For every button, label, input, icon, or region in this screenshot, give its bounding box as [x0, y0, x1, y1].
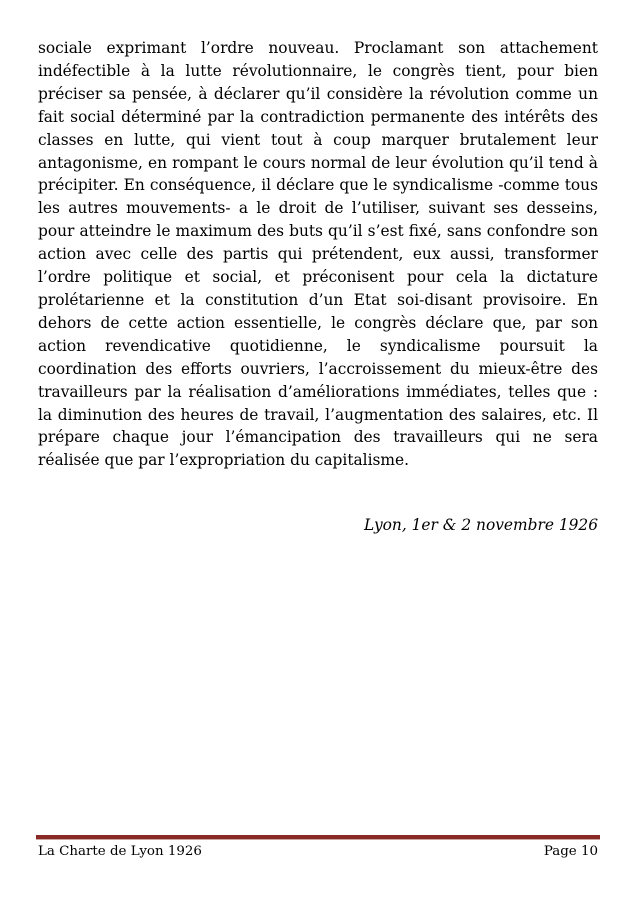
signature-date: Lyon, 1er & 2 novembre 1926: [364, 516, 598, 534]
footer-divider: [36, 835, 600, 840]
page-number: Page 10: [543, 844, 598, 859]
body-paragraph: sociale exprimant l’ordre nouveau. Proclamant son attachement indéfectible à la lutte révolutionnaire, le congrès tient, pour bien préciser sa pensée, à déclarer qu’il considère la révolution comme un fait social déterminé par la contradiction permanente des intérêts des classes en lutte, qui vient tout à coup marquer brutalement leur antagonisme, en rompant le cours normal de leur évolution qu’il tend à précipiter. En conséquence, il déclare que le syndicalisme -comme tous les autres mouvements- a le droit de l’utiliser, suivant ses desseins, pour atteindre le maximum des buts qu’il s’est fixé, sans confondre son action avec celle des partis qui prétendent, eux aussi, transformer l’ordre politique et social, et préconisent pour cela la dictature prolétarienne et la constitution d’un Etat soi-disant provisoire. En dehors de cette action essentielle, le congrès déclare que, par son action revendicative quotidienne, le syndicalisme poursuit la coordination des efforts ouvriers, l’accroissement du mieux-être des travailleurs par la réalisation d’améliorations immédiates, telles que : la diminution des heures de travail, l’augmentation des salaires, etc. Il prépare chaque jour l’émancipation des travailleurs qui ne sera réalisée que par l’expropriation du capitalisme.: [38, 39, 598, 470]
footer-title: La Charte de Lyon 1926: [38, 844, 202, 859]
